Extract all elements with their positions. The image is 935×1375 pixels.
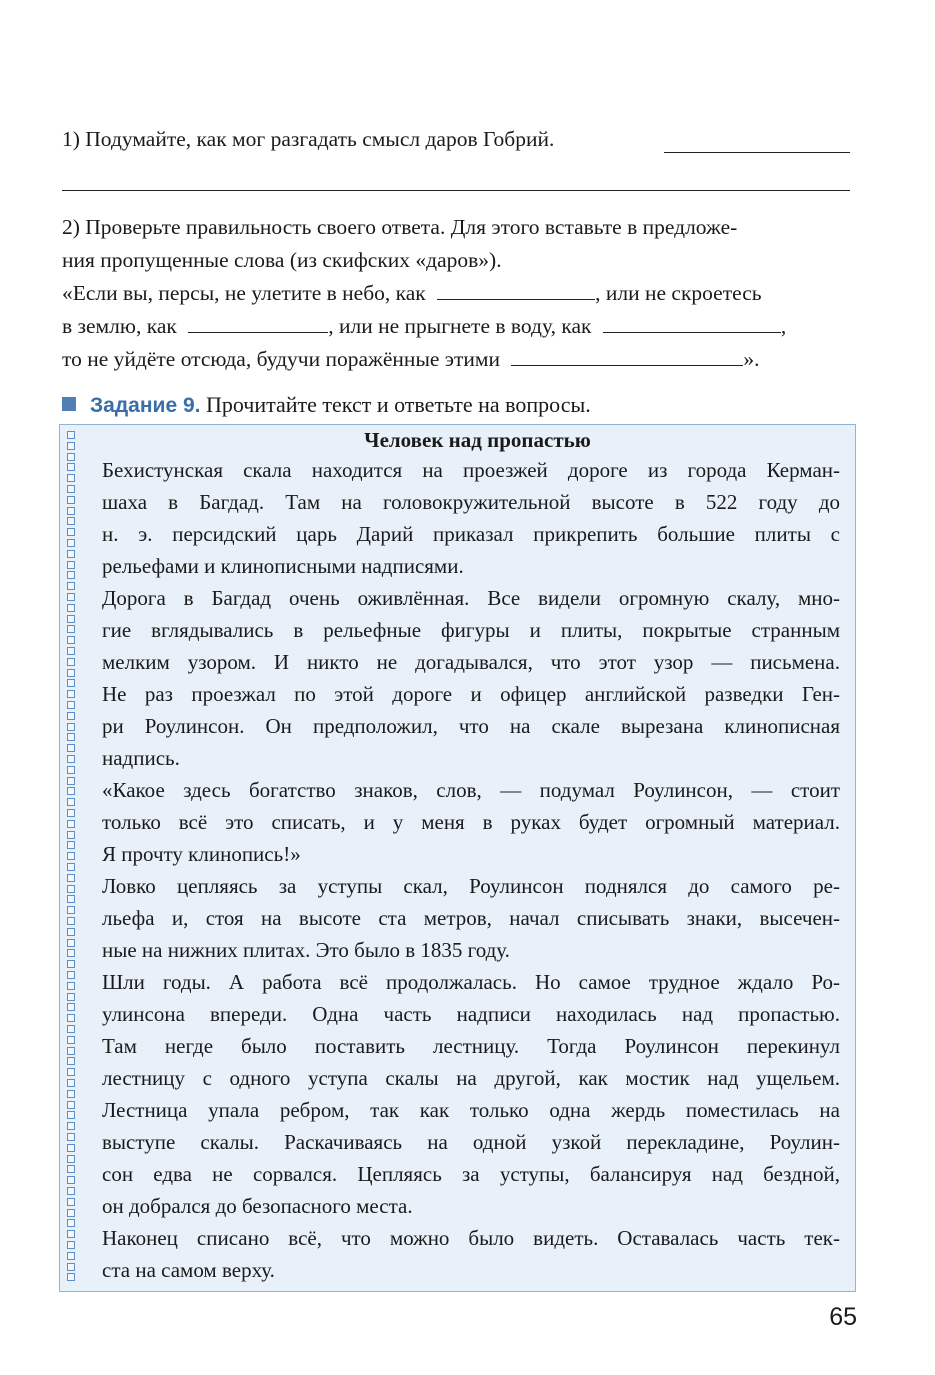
decorative-square xyxy=(67,1241,75,1249)
decorative-square xyxy=(67,1101,75,1109)
task-instruction: Прочитайте текст и ответьте на вопросы. xyxy=(205,392,591,417)
paragraph-line: Наконец списано всё, что можно было видеть. Оставалась часть тек- xyxy=(102,1226,840,1250)
decorative-square xyxy=(67,463,75,471)
task-label: Задание 9. xyxy=(90,394,201,417)
paragraph-3 xyxy=(102,775,840,871)
decorative-square xyxy=(67,1025,75,1033)
question-2-sentence-line-3 xyxy=(62,344,760,374)
decorative-square xyxy=(67,517,75,525)
decorative-square xyxy=(67,787,75,795)
decorative-square xyxy=(67,917,75,925)
sentence-part-3: в землю, как xyxy=(62,314,177,338)
decorative-square xyxy=(67,679,75,687)
decorative-square xyxy=(67,928,75,936)
decorative-square xyxy=(67,571,75,579)
decorative-square xyxy=(67,658,75,666)
paragraph-line: он добрался до безопасного места. xyxy=(102,1193,413,1218)
decorative-square xyxy=(67,1133,75,1141)
paragraph-line: н. э. персидский царь Дарий приказал прикрепить большие плиты с xyxy=(102,521,840,546)
decorative-square xyxy=(67,982,75,990)
sentence-part-6: то не уйдёте отсюда, будучи поражённые этими xyxy=(62,347,501,371)
question-2-sentence-line-1 xyxy=(62,278,762,308)
task-square-icon xyxy=(62,397,76,411)
decorative-square xyxy=(67,1090,75,1098)
paragraph-line: шаха в Багдад. Там на головокружительной высоте в 522 году до xyxy=(102,489,840,514)
paragraph-line: гие вглядывались в рельефные фигуры и плиты, покрытые странным xyxy=(102,617,840,642)
decorative-square xyxy=(67,701,75,709)
decorative-square xyxy=(67,733,75,741)
decorative-square xyxy=(67,582,75,590)
paragraph-line: Бехистунская скала находится на проезжей дороге из города Керман- xyxy=(102,458,840,482)
decorative-square xyxy=(67,1230,75,1238)
paragraph-line: Лестница упала ребром, так как только одна жердь поместилась на xyxy=(102,1097,840,1122)
decorative-square xyxy=(67,507,75,515)
decorative-square xyxy=(67,539,75,547)
decorative-square xyxy=(67,561,75,569)
decorative-square xyxy=(67,971,75,979)
decorative-square-strip xyxy=(62,429,84,1287)
answer-1-blank-a[interactable] xyxy=(664,152,850,153)
sentence-part-1: «Если вы, персы, не улетите в небо, как xyxy=(62,281,426,305)
decorative-square xyxy=(67,744,75,752)
decorative-square xyxy=(67,1187,75,1195)
decorative-square xyxy=(67,1155,75,1163)
decorative-square xyxy=(67,809,75,817)
question-2-line-2: ния пропущенные слова (из скифских «даров»). xyxy=(62,248,502,272)
question-2-line-1: 2) Проверьте правильность своего ответа. Для этого вставьте в предложе- xyxy=(62,215,738,239)
decorative-square xyxy=(67,949,75,957)
decorative-square xyxy=(67,712,75,720)
decorative-square xyxy=(67,1219,75,1227)
decorative-square xyxy=(67,831,75,839)
gap-1-blank[interactable] xyxy=(437,279,595,300)
paragraph-line: Не раз проезжал по этой дороге и офицер английской разведки Ген- xyxy=(102,681,840,706)
paragraph-4 xyxy=(102,871,840,967)
story-title: Человек над пропастью xyxy=(364,428,591,452)
gap-3-blank[interactable] xyxy=(603,312,781,333)
decorative-square xyxy=(67,960,75,968)
paragraph-5 xyxy=(102,967,840,1223)
decorative-square xyxy=(67,550,75,558)
decorative-square xyxy=(67,625,75,633)
decorative-square xyxy=(67,1165,75,1173)
decorative-square xyxy=(67,766,75,774)
task-9-heading xyxy=(62,390,591,421)
paragraph-line: Шли годы. А работа всё продолжалась. Но самое трудное ждало Ро- xyxy=(102,970,840,994)
paragraph-line: рельефами и клинописными надписями. xyxy=(102,553,464,578)
sentence-part-5: , xyxy=(780,314,787,338)
decorative-square xyxy=(67,636,75,644)
paragraph-line: «Какое здесь богатство знаков, слов, — подумал Роулинсон, — стоит xyxy=(102,778,840,802)
paragraph-line: Там негде было поставить лестницу. Тогда Роулинсон перекинул xyxy=(102,1033,840,1058)
decorative-square xyxy=(67,993,75,1001)
decorative-square xyxy=(67,1003,75,1011)
page-number: 65 xyxy=(829,1303,857,1331)
decorative-square xyxy=(67,1014,75,1022)
decorative-square xyxy=(67,1068,75,1076)
decorative-square xyxy=(67,820,75,828)
decorative-square xyxy=(67,593,75,601)
decorative-square xyxy=(67,777,75,785)
question-1 xyxy=(62,124,554,154)
decorative-square xyxy=(67,690,75,698)
decorative-square xyxy=(67,1144,75,1152)
decorative-square xyxy=(67,841,75,849)
decorative-square xyxy=(67,1263,75,1271)
decorative-square xyxy=(67,874,75,882)
paragraph-line: мелким узором. И никто не догадывался, что этот узор — письмена. xyxy=(102,649,840,674)
decorative-square xyxy=(67,528,75,536)
decorative-square xyxy=(67,1176,75,1184)
decorative-square xyxy=(67,723,75,731)
paragraph-6 xyxy=(102,1223,840,1287)
question-2-sentence-line-2 xyxy=(62,311,786,341)
decorative-square xyxy=(67,1057,75,1065)
decorative-square xyxy=(67,474,75,482)
decorative-square xyxy=(67,939,75,947)
decorative-square xyxy=(67,906,75,914)
sentence-part-4: , или не прыгнете в воду, как xyxy=(328,314,592,338)
decorative-square xyxy=(67,895,75,903)
paragraph-line: лестницу с одного уступа скалы на другой, как мостик над ущельем. xyxy=(102,1065,840,1090)
decorative-square xyxy=(67,1079,75,1087)
answer-1-blank-b[interactable] xyxy=(62,190,850,191)
paragraph-line: сон едва не сорвался. Цепляясь за уступы, балансируя над бездной, xyxy=(102,1161,840,1186)
paragraph-line: Дорога в Багдад очень оживлённая. Все видели огромную скалу, мно- xyxy=(102,586,840,610)
paragraph-line: выступе скалы. Раскачиваясь на одной узкой перекладине, Роулин- xyxy=(102,1129,840,1154)
decorative-square xyxy=(67,885,75,893)
decorative-square xyxy=(67,647,75,655)
question-1-text: 1) Подумайте, как мог разгадать смысл даров Гобрий. xyxy=(62,127,555,151)
paragraph-line: надпись. xyxy=(102,745,180,770)
decorative-square xyxy=(67,485,75,493)
decorative-square xyxy=(67,1209,75,1217)
decorative-square xyxy=(67,496,75,504)
paragraph-line: только всё это списать, и у меня в руках будет огромный материал. xyxy=(102,809,840,834)
gap-4-blank[interactable] xyxy=(511,345,743,366)
paragraph-line: Я прочту клинопись!» xyxy=(102,841,301,866)
paragraph-line: ста на самом верху. xyxy=(102,1257,275,1282)
decorative-square xyxy=(67,615,75,623)
paragraph-line: Ловко цепляясь за уступы скал, Роулинсон поднялся до самого ре- xyxy=(102,874,840,898)
sentence-part-7: ». xyxy=(743,347,760,371)
sentence-part-2: , или не скроетесь xyxy=(595,281,762,305)
decorative-square xyxy=(67,798,75,806)
decorative-square xyxy=(67,852,75,860)
decorative-square xyxy=(67,1111,75,1119)
decorative-square xyxy=(67,1198,75,1206)
paragraph-line: льефа и, стоя на высоте ста метров, начал списывать знаки, высечен- xyxy=(102,905,840,930)
gap-2-blank[interactable] xyxy=(188,312,328,333)
decorative-square xyxy=(67,604,75,612)
paragraph-line: ные на нижних плитах. Это было в 1835 году. xyxy=(102,937,510,962)
paragraph-2 xyxy=(102,583,840,775)
paragraph-line: улинсона впереди. Одна часть надписи находилась над пропастью. xyxy=(102,1001,840,1026)
decorative-square xyxy=(67,863,75,871)
decorative-square xyxy=(67,1252,75,1260)
decorative-square xyxy=(67,1273,75,1281)
paragraph-1 xyxy=(102,455,840,583)
decorative-square xyxy=(67,1122,75,1130)
decorative-square xyxy=(67,1036,75,1044)
paragraph-line: ри Роулинсон. Он предположил, что на скале вырезана клинописная xyxy=(102,713,840,738)
decorative-square xyxy=(67,755,75,763)
decorative-square xyxy=(67,1047,75,1055)
decorative-square xyxy=(67,669,75,677)
